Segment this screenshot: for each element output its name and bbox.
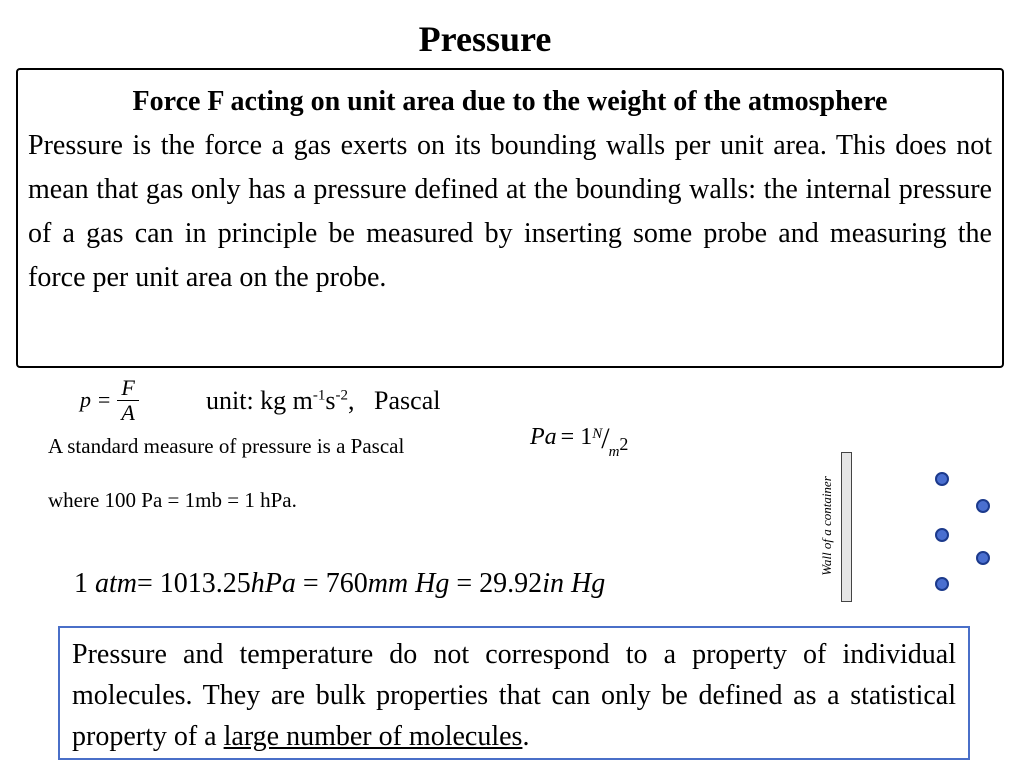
formula-lhs: p = — [80, 387, 112, 412]
note-end: . — [522, 721, 530, 752]
unit-line — [206, 386, 440, 416]
molecule-dot — [976, 499, 990, 513]
atm-eq2: = 760 — [302, 568, 368, 599]
pressure-formula — [80, 372, 139, 428]
definition-text: Pressure is the force a gas exerts on its bounding walls per unit area. This does not mean that gas only has a pressure defined at the bounding walls: the internal pressure of a gas can in principle be measured by inserting some probe and measuring the force per unit area on the probe. — [28, 130, 992, 293]
atm-hpa: hPa — [250, 568, 296, 599]
unit-label: unit: — [206, 386, 254, 415]
pa-slash: / — [601, 422, 610, 455]
formula-denominator: A — [121, 399, 135, 425]
unit-s: s — [325, 386, 336, 415]
atm-conversion — [74, 568, 605, 600]
unit-pascal: Pascal — [374, 386, 441, 415]
pa-exp: 2 — [619, 434, 629, 454]
atm-one: 1 — [74, 568, 88, 599]
note-text: Pressure and temperature do not correspond to a property of individual molecules. They are bulk properties that can only be defined as a statistical property of a — [72, 639, 956, 752]
pa-eq: = 1 — [560, 424, 593, 450]
atm-in: in — [542, 568, 564, 599]
molecule-dot — [976, 551, 990, 565]
molecule-dot — [935, 577, 949, 591]
wall-label: Wall of a container — [819, 476, 834, 576]
pascal-formula — [530, 424, 628, 458]
formula-fraction — [117, 376, 138, 425]
slide-title: Pressure — [418, 19, 552, 59]
atm-eq3: = 29.92 — [456, 568, 543, 599]
unit-kg: kg — [260, 386, 287, 415]
molecule-dot — [935, 528, 949, 542]
unit-s-exp: -2 — [335, 387, 349, 404]
pa-newton: N — [592, 426, 603, 442]
definition-box — [16, 68, 1004, 368]
container-wall — [841, 452, 852, 602]
note-underlined: large number of molecules — [223, 721, 523, 752]
pa-lhs: Pa — [530, 424, 557, 450]
unit-m: m — [292, 386, 313, 415]
definition-heading: Force F acting on unit area due to the weight of the atmosphere — [132, 86, 888, 117]
standard-measure-text: A standard measure of pressure is a Pascal — [48, 434, 405, 458]
unit-sep: , — [348, 386, 355, 415]
formula-numerator: F — [117, 376, 138, 401]
pa-meter: m — [608, 444, 620, 460]
atm-mm: mm — [367, 568, 409, 599]
molecule-dot — [935, 472, 949, 486]
unit-m-exp: -1 — [312, 387, 326, 404]
where-text: where 100 Pa = 1mb = 1 hPa. — [48, 488, 297, 512]
atm-eq1: = 1013.25 — [137, 568, 251, 599]
atm-hg2: Hg — [570, 568, 606, 599]
note-box — [58, 626, 970, 760]
atm-hg1: Hg — [415, 568, 450, 599]
atm-unit: atm — [95, 568, 137, 599]
